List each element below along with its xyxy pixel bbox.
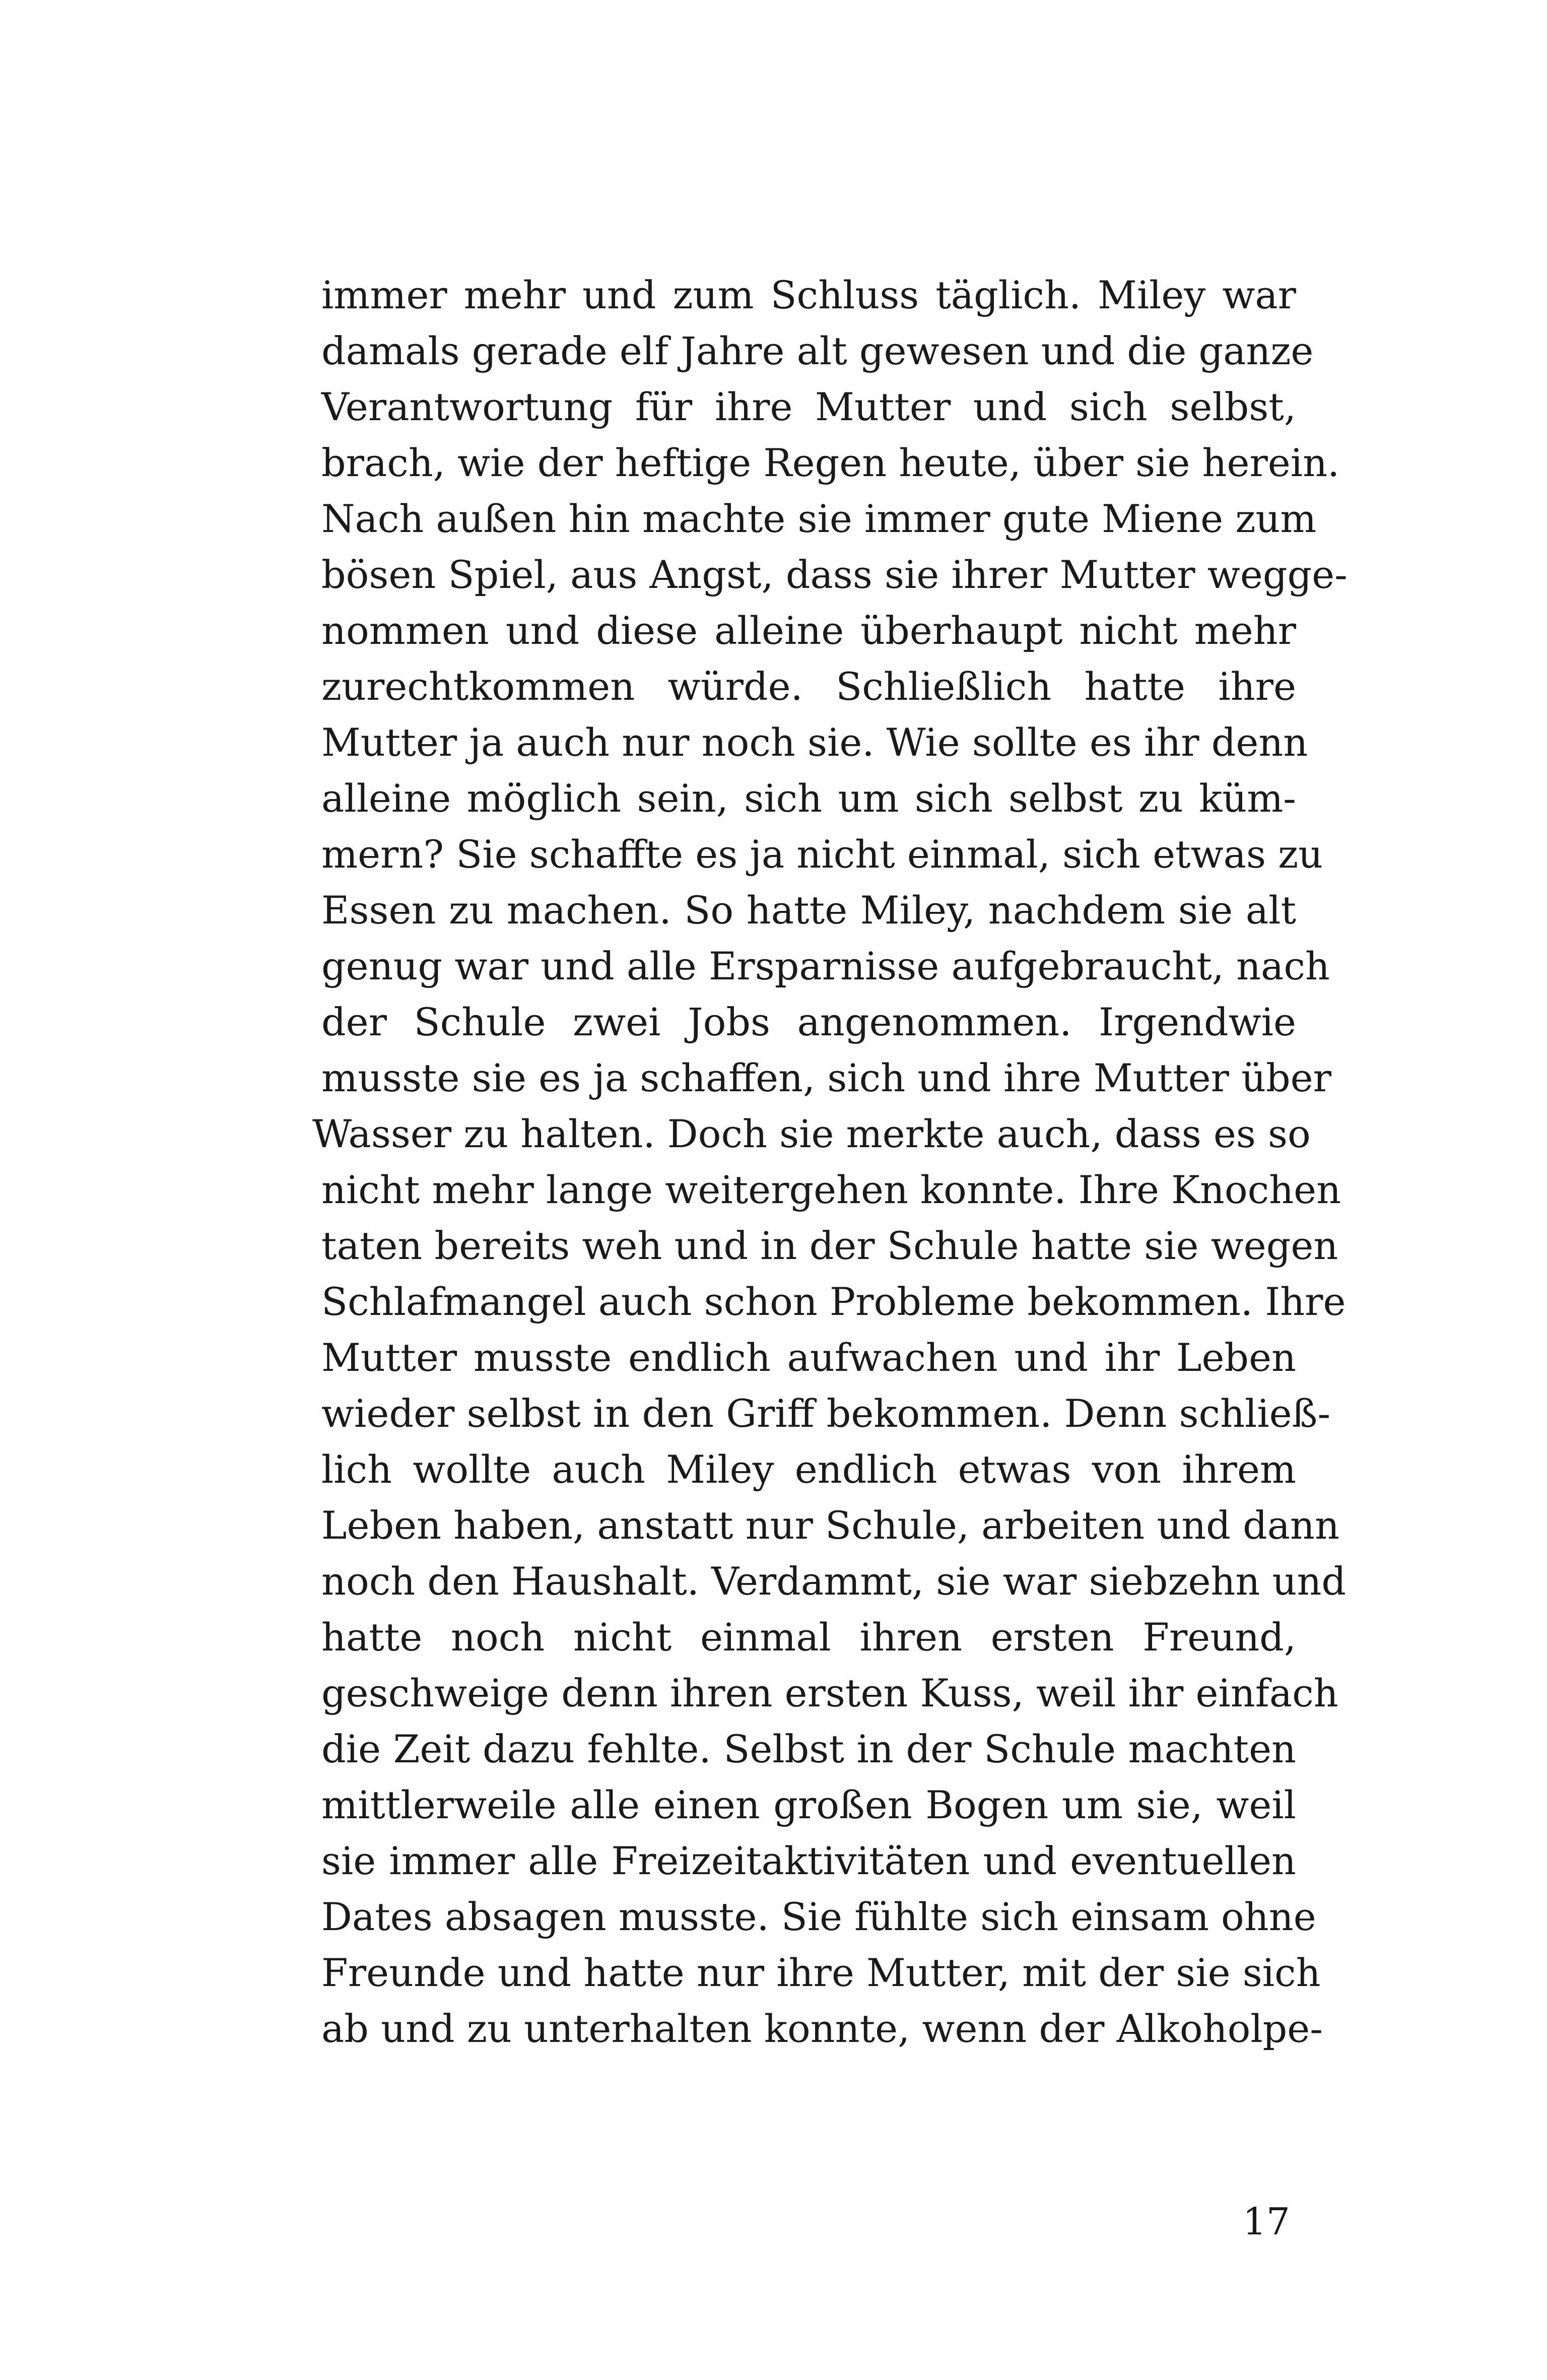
text-line: lich wollte auch Miley endlich etwas von ihrem <box>321 1447 1296 1492</box>
text-line: Verantwortung für ihre Mutter und sich selbst, <box>321 384 1296 429</box>
text-line: musste sie es ja schaffen, sich und ihre Mutter über <box>321 1055 1331 1100</box>
text-line: wieder selbst in den Griff bekommen. Denn schließ- <box>321 1391 1331 1436</box>
text-line: der Schule zwei Jobs angenommen. Irgendwie <box>321 1000 1296 1044</box>
text-line: bösen Spiel, aus Angst, dass sie ihrer Mutter wegge- <box>321 552 1348 597</box>
text-line: brach, wie der heftige Regen heute, über sie herein. <box>321 440 1340 485</box>
text-line: Mutter musste endlich aufwachen und ihr Leben <box>321 1335 1296 1380</box>
text-line: noch den Haushalt. Verdammt, sie war siebzehn und <box>321 1559 1347 1604</box>
text-line: alleine möglich sein, sich um sich selbst zu küm- <box>321 776 1296 821</box>
text-line: Nach außen hin machte sie immer gute Miene zum <box>321 496 1317 541</box>
text-line: immer mehr und zum Schluss täglich. Miley war <box>321 273 1296 317</box>
text-line: hatte noch nicht einmal ihren ersten Freund, <box>321 1615 1296 1660</box>
text-line: Dates absagen musste. Sie fühlte sich einsam ohne <box>321 1894 1316 1939</box>
text-line: sie immer alle Freizeitaktivitäten und eventuellen <box>321 1838 1296 1883</box>
text-line: mittlerweile alle einen großen Bogen um sie, weil <box>321 1782 1296 1827</box>
text-line: nommen und diese alleine überhaupt nicht mehr <box>321 608 1296 653</box>
text-line: Essen zu machen. So hatte Miley, nachdem sie alt <box>321 888 1296 933</box>
text-line: Wasser zu halten. Doch sie merkte auch, dass es so <box>312 1111 1311 1156</box>
text-line: Leben haben, anstatt nur Schule, arbeiten und dann <box>321 1503 1339 1548</box>
text-line: nicht mehr lange weitergehen konnte. Ihre Knochen <box>321 1167 1341 1212</box>
text-line: Mutter ja auch nur noch sie. Wie sollte es ihr denn <box>321 720 1308 765</box>
text-line: genug war und alle Ersparnisse aufgebraucht, nach <box>321 944 1330 988</box>
text-line: mern? Sie schaffte es ja nicht einmal, sich etwas zu <box>321 832 1323 877</box>
page-number: 17 <box>1242 2200 1290 2243</box>
text-line: geschweige denn ihren ersten Kuss, weil ihr einfach <box>321 1671 1338 1715</box>
text-line: zurechtkommen würde. Schließlich hatte ihre <box>321 664 1296 709</box>
body-text <box>312 267 1348 2057</box>
text-line: damals gerade elf Jahre alt gewesen und die ganze <box>321 328 1314 373</box>
text-line: Freunde und hatte nur ihre Mutter, mit der sie sich <box>321 1950 1321 1995</box>
text-line: die Zeit dazu fehlte. Selbst in der Schule machten <box>321 1727 1296 1771</box>
text-line: Schlafmangel auch schon Probleme bekommen. Ihre <box>321 1279 1346 1324</box>
text-line: ab und zu unterhalten konnte, wenn der Alkoholpe- <box>321 2006 1323 2051</box>
text-line: taten bereits weh und in der Schule hatte sie wegen <box>321 1223 1338 1268</box>
